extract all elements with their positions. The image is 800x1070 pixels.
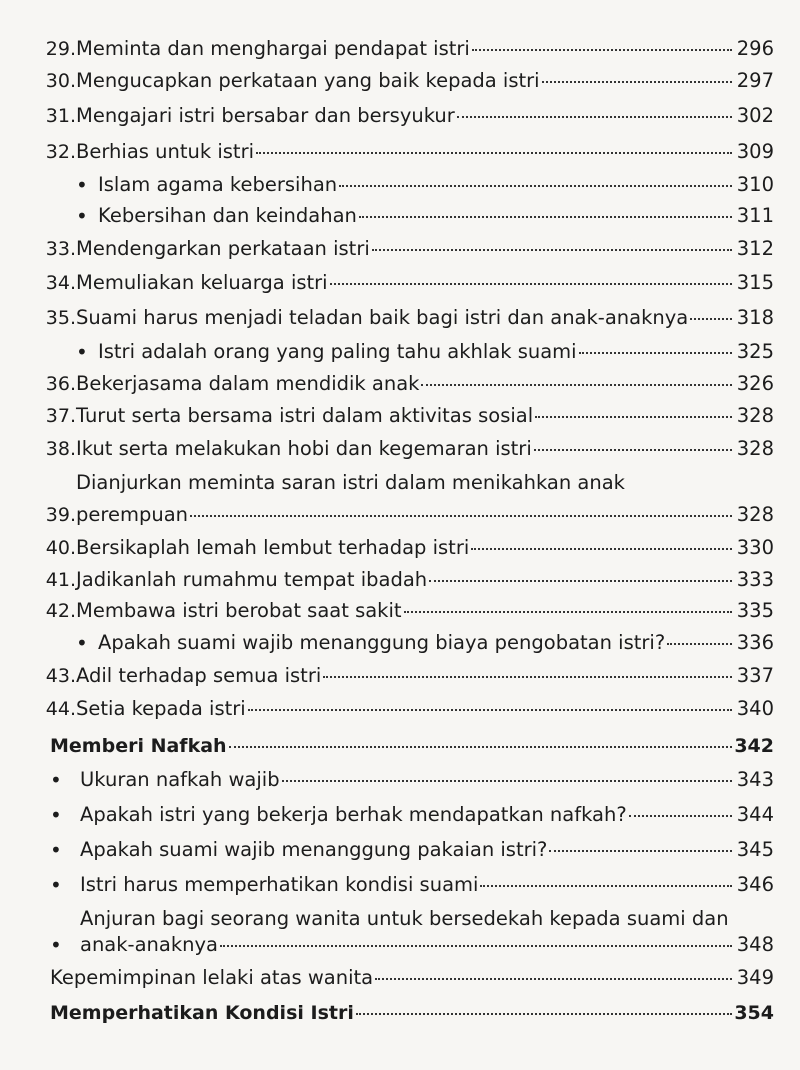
page-number: 340 (736, 697, 774, 720)
toc-entry (0, 234, 800, 264)
dot-leader (256, 152, 732, 154)
entry-title-text: Jadikanlah rumahmu tempat ibadah (76, 568, 428, 591)
entry-title-text: anak-anaknya (80, 933, 218, 956)
toc-entry (0, 34, 800, 64)
entry-title (98, 628, 732, 658)
entry-title-text: Istri adalah orang yang paling tahu akhlak suami (98, 340, 577, 363)
toc-entry (0, 401, 800, 431)
dot-leader (579, 352, 732, 354)
toc-entry (0, 201, 800, 231)
toc-entry (0, 731, 800, 761)
bullet-icon: • (76, 340, 88, 364)
entry-title (76, 369, 732, 399)
entry-title-text: Apakah suami wajib menanggung biaya pengobatan istri? (98, 631, 666, 654)
page-number: 344 (736, 803, 774, 826)
dot-leader (190, 515, 732, 517)
toc-entry (0, 800, 800, 830)
page-number: 296 (736, 37, 774, 60)
entry-number: 33. (45, 238, 76, 260)
dot-leader (690, 318, 732, 320)
bullet-icon: • (50, 768, 62, 792)
entry-number: 29. (45, 38, 76, 60)
entry-title (76, 661, 732, 691)
entry-number: 40. (45, 537, 76, 559)
entry-title-text: Mendengarkan perkataan istri (76, 237, 370, 260)
toc-entry (0, 930, 800, 960)
page-number: 336 (736, 631, 774, 654)
page-number: 349 (736, 966, 774, 989)
dot-leader (356, 1013, 732, 1015)
entry-title-text: Adil terhadap semua istri (76, 664, 322, 687)
entry-title-text: Kepemimpinan lelaki atas wanita (50, 966, 374, 989)
entry-title-text: Apakah istri yang bekerja berhak mendapatkan nafkah? (80, 803, 627, 826)
entry-number: 39. (45, 504, 76, 526)
toc-entry (0, 500, 800, 530)
page-number: 335 (736, 599, 774, 622)
toc-entry (0, 596, 800, 626)
toc-entry (0, 628, 800, 658)
page-number: 325 (736, 340, 774, 363)
entry-title (76, 565, 732, 595)
page-number: 328 (736, 404, 774, 427)
dot-leader (282, 780, 732, 782)
entry-number: 43. (45, 665, 76, 687)
toc-entry (0, 337, 800, 367)
entry-title (98, 337, 732, 367)
entry-title (76, 401, 732, 431)
entry-title-text: Suami harus menjadi teladan baik bagi istri dan anak-anaknya (76, 306, 689, 329)
bullet-icon: • (50, 933, 62, 957)
entry-title-text: Bekerjasama dalam mendidik anak (76, 372, 420, 395)
dot-leader (480, 885, 732, 887)
dot-leader (220, 945, 732, 947)
entry-title (80, 930, 732, 960)
entry-number: 34. (45, 272, 76, 294)
entry-title-text: Memberi Nafkah (50, 735, 227, 757)
dot-leader (429, 580, 732, 582)
entry-title-text: Turut serta bersama istri dalam aktivitas sosial (76, 404, 534, 427)
page-number: 337 (736, 664, 774, 687)
entry-title-line: Dianjurkan meminta saran istri dalam menikahkan anak (76, 471, 625, 494)
toc-entry (0, 369, 800, 399)
page-number: 328 (736, 437, 774, 460)
entry-title (76, 101, 732, 131)
entry-title (76, 268, 732, 298)
entry-title (76, 694, 732, 724)
entry-number: 37. (45, 405, 76, 427)
page-number: 326 (736, 372, 774, 395)
entry-title-text: Apakah suami wajib menanggung pakaian istri? (80, 838, 548, 861)
dot-leader (248, 709, 732, 711)
toc-entry (0, 170, 800, 200)
bullet-icon: • (76, 204, 88, 228)
bullet-icon: • (76, 631, 88, 655)
dot-leader (457, 116, 732, 118)
entry-title (98, 170, 732, 200)
toc-entry (0, 870, 800, 900)
toc-entry (0, 137, 800, 167)
toc-entry (0, 694, 800, 724)
page-number: 348 (736, 933, 774, 956)
dot-leader (534, 449, 732, 451)
entry-title-text: Setia kepada istri (76, 697, 246, 720)
toc-entry (0, 661, 800, 691)
entry-title-text: Membawa istri berobat saat sakit (76, 599, 402, 622)
entry-title-text: Kebersihan dan keindahan (98, 204, 357, 227)
entry-title (50, 731, 732, 761)
entry-title (80, 835, 732, 865)
entry-number: 44. (45, 698, 76, 720)
entry-title-text: Bersikaplah lemah lembut terhadap istri (76, 536, 470, 559)
page-number: 312 (736, 237, 774, 260)
dot-leader (229, 746, 732, 748)
toc-entry (0, 963, 800, 993)
entry-number: 41. (45, 569, 76, 591)
dot-leader (330, 283, 732, 285)
page-number: 309 (736, 140, 774, 163)
page-number: 318 (736, 306, 774, 329)
entry-title-text: Mengucapkan perkataan yang baik kepada istri (76, 69, 540, 92)
entry-title (50, 963, 732, 993)
dot-leader (535, 416, 732, 418)
entry-title (76, 434, 732, 464)
dot-leader (339, 185, 732, 187)
toc-entry (0, 66, 800, 96)
entry-title (76, 533, 732, 563)
entry-title (80, 765, 732, 795)
page-number: 343 (736, 768, 774, 791)
entry-title (76, 137, 732, 167)
entry-title (76, 66, 732, 96)
dot-leader (667, 643, 732, 645)
bullet-icon: • (76, 173, 88, 197)
page-number: 310 (736, 173, 774, 196)
bullet-icon: • (50, 803, 62, 827)
entry-title-line: Anjuran bagi seorang wanita untuk bersedekah kepada suami dan (80, 907, 729, 930)
entry-title (76, 234, 732, 264)
toc-entry (0, 434, 800, 464)
page-number: 302 (736, 104, 774, 127)
entry-title (80, 870, 732, 900)
entry-title-text: Istri harus memperhatikan kondisi suami (80, 873, 479, 896)
page-number: 354 (734, 1002, 774, 1024)
entry-title-text: perempuan (76, 503, 189, 526)
entry-title-text: Memuliakan keluarga istri (76, 271, 328, 294)
entry-number: 30. (45, 70, 76, 92)
entry-title-text: Memperhatikan Kondisi Istri (50, 1002, 354, 1024)
dot-leader (421, 384, 732, 386)
entry-title-text: Islam agama kebersihan (98, 173, 338, 196)
dot-leader (323, 676, 732, 678)
entry-number: 38. (45, 438, 76, 460)
entry-number: 35. (45, 307, 76, 329)
page-number: 333 (736, 568, 774, 591)
toc-entry (0, 303, 800, 333)
toc-entry (0, 765, 800, 795)
page-number: 345 (736, 838, 774, 861)
entry-title (98, 201, 732, 231)
page-number: 297 (736, 69, 774, 92)
entry-title (80, 800, 732, 830)
dot-leader (629, 815, 732, 817)
entry-title (76, 596, 732, 626)
toc-entry (0, 998, 800, 1028)
toc-entry (0, 268, 800, 298)
toc-entry (0, 101, 800, 131)
entry-title-text: Mengajari istri bersabar dan bersyukur (76, 104, 455, 127)
page-number: 330 (736, 536, 774, 559)
entry-number: 42. (45, 600, 76, 622)
bullet-icon: • (50, 838, 62, 862)
page-number: 315 (736, 271, 774, 294)
toc-entry (0, 565, 800, 595)
dot-leader (372, 249, 732, 251)
dot-leader (549, 850, 732, 852)
page-number: 346 (736, 873, 774, 896)
page-number: 328 (736, 503, 774, 526)
entry-title-text: Meminta dan menghargai pendapat istri (76, 37, 470, 60)
entry-title-text: Ukuran nafkah wajib (80, 768, 280, 791)
page-number: 342 (734, 735, 774, 757)
entry-title (76, 500, 732, 530)
entry-number: 31. (45, 105, 76, 127)
bullet-icon: • (50, 873, 62, 897)
dot-leader (542, 81, 732, 83)
entry-number: 36. (45, 373, 76, 395)
entry-title (76, 303, 732, 333)
dot-leader (404, 611, 732, 613)
dot-leader (375, 978, 732, 980)
toc-entry (0, 533, 800, 563)
dot-leader (471, 548, 732, 550)
toc-entry (0, 835, 800, 865)
entry-number: 32. (45, 141, 76, 163)
entry-title-text: Berhias untuk istri (76, 140, 255, 163)
dot-leader (359, 216, 732, 218)
entry-title-text: Ikut serta melakukan hobi dan kegemaran istri (76, 437, 532, 460)
page-number: 311 (736, 204, 774, 227)
entry-title (76, 34, 732, 64)
entry-title (50, 998, 732, 1028)
dot-leader (472, 49, 732, 51)
